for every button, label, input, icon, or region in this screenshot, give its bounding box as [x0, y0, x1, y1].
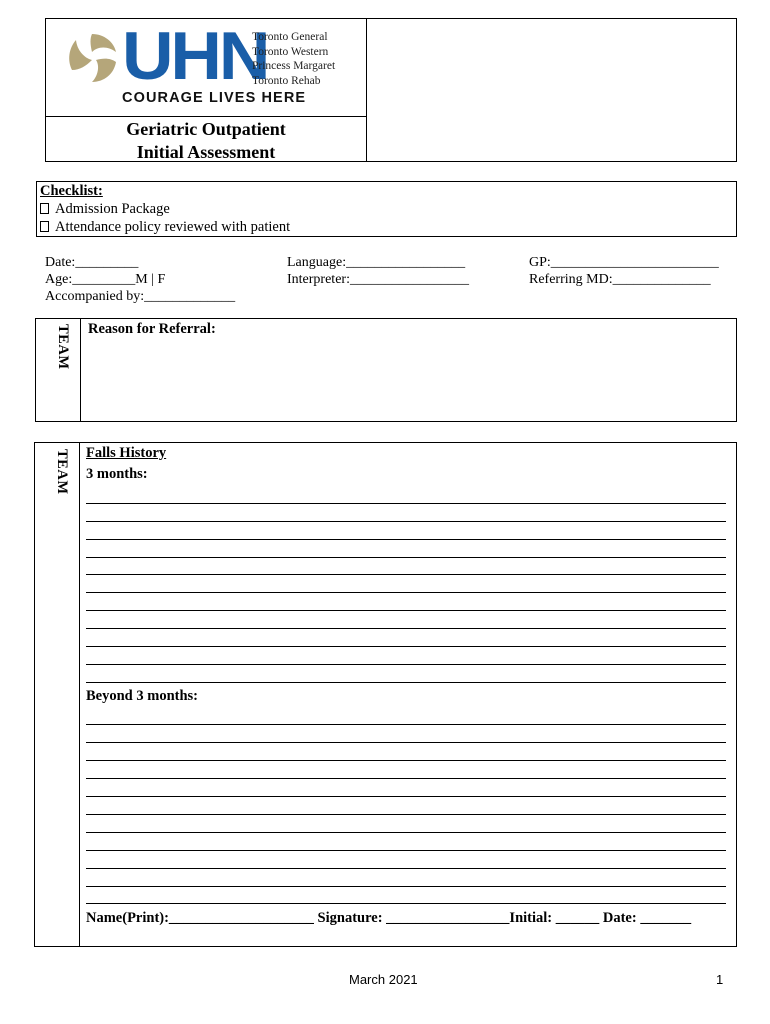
date-field[interactable]: Date:_________	[45, 255, 139, 270]
write-line[interactable]	[86, 628, 726, 629]
write-line[interactable]	[86, 742, 726, 743]
form-title-line2: Initial Assessment	[136, 142, 276, 162]
write-line[interactable]	[86, 886, 726, 887]
checkbox[interactable]	[40, 221, 49, 232]
falls-history-heading: Falls History	[86, 445, 167, 461]
write-line[interactable]	[86, 724, 726, 725]
hospital-list	[252, 30, 335, 88]
checklist-item	[40, 219, 290, 236]
write-line[interactable]	[86, 503, 726, 504]
three-months-label: 3 months:	[86, 466, 148, 482]
form-title-line1: Geriatric Outpatient	[126, 119, 286, 139]
referring-md-field[interactable]: Referring MD:______________	[529, 272, 711, 287]
language-field[interactable]: Language:_________________	[287, 255, 466, 270]
team-label: TEAM	[55, 324, 71, 370]
falls-side-column	[34, 442, 80, 947]
write-line[interactable]	[86, 557, 726, 558]
referral-text-area[interactable]	[82, 340, 736, 420]
write-line[interactable]	[86, 814, 726, 815]
write-line[interactable]	[86, 539, 726, 540]
write-line[interactable]	[86, 850, 726, 851]
write-line[interactable]	[86, 796, 726, 797]
header-divider	[45, 116, 367, 117]
write-line[interactable]	[86, 682, 726, 683]
hospital-name: Princess Margaret	[252, 60, 336, 72]
uhn-swirl-logo-icon	[64, 30, 120, 86]
write-line[interactable]	[86, 832, 726, 833]
footer-date: March 2021	[349, 972, 418, 987]
team-label: TEAM	[54, 449, 70, 495]
write-line[interactable]	[86, 664, 726, 665]
checklist-item-label: Attendance policy reviewed with patient	[55, 219, 291, 235]
write-line[interactable]	[86, 646, 726, 647]
write-line[interactable]	[86, 592, 726, 593]
beyond-three-months-label: Beyond 3 months:	[86, 688, 198, 704]
uhn-logo-letters: UHN	[122, 18, 268, 94]
hospital-name: Toronto Rehab	[252, 74, 321, 87]
write-line[interactable]	[86, 868, 726, 869]
checklist-heading: Checklist:	[40, 183, 103, 199]
write-line[interactable]	[86, 778, 726, 779]
signature-line[interactable]: Name(Print):____________________ Signature: _________________Initial: ______ Date: _______	[86, 910, 692, 926]
write-line[interactable]	[86, 521, 726, 522]
hospital-name: Toronto Western	[252, 45, 329, 58]
accompanied-by-field[interactable]: Accompanied by:_____________	[45, 289, 236, 304]
write-line[interactable]	[86, 903, 726, 904]
write-line[interactable]	[86, 760, 726, 761]
checklist-item	[40, 201, 170, 218]
form-title	[45, 118, 367, 164]
page-number: 1	[716, 972, 724, 987]
referral-heading: Reason for Referral:	[88, 321, 216, 337]
tagline: COURAGE LIVES HERE	[122, 90, 307, 106]
write-line[interactable]	[86, 574, 726, 575]
write-line[interactable]	[86, 610, 726, 611]
hospital-name: Toronto General	[252, 31, 328, 43]
checklist-item-label: Admission Package	[55, 201, 170, 217]
interpreter-field[interactable]: Interpreter:_________________	[287, 272, 469, 287]
header-blank-cell	[366, 18, 737, 162]
gp-field[interactable]: GP:________________________	[529, 255, 719, 270]
age-field[interactable]: Age:_________M | F	[45, 272, 166, 287]
checkbox[interactable]	[40, 203, 49, 214]
